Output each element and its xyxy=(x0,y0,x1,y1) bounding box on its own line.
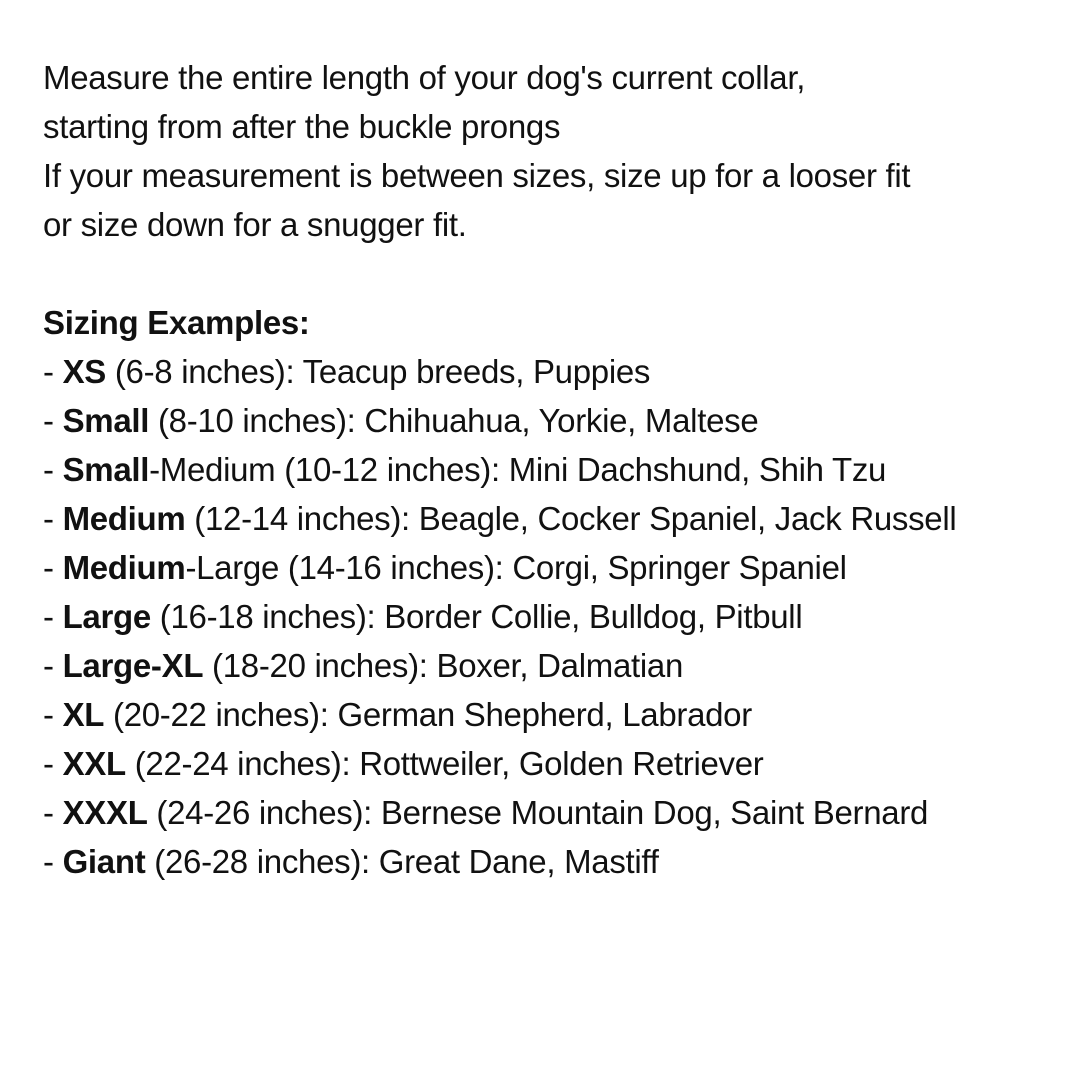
size-item xyxy=(43,445,1073,494)
size-item xyxy=(43,396,1073,445)
size-name: Medium xyxy=(62,500,186,537)
size-details: (18-20 inches): Boxer, Dalmatian xyxy=(203,647,684,684)
size-details: (26-28 inches): Great Dane, Mastiff xyxy=(145,843,659,880)
intro-line: Measure the entire length of your dog's current collar, xyxy=(43,59,806,96)
size-item xyxy=(43,690,1073,739)
sizing-heading: Sizing Examples: xyxy=(43,304,310,341)
size-name: Small xyxy=(62,451,150,488)
bullet: - xyxy=(43,794,63,831)
size-name: Large-XL xyxy=(62,647,204,684)
size-name: XS xyxy=(62,353,106,390)
size-details: (24-26 inches): Bernese Mountain Dog, Saint Bernard xyxy=(147,794,929,831)
size-name: XL xyxy=(62,696,105,733)
intro-text xyxy=(43,53,1073,249)
size-details: (20-22 inches): German Shepherd, Labrador xyxy=(104,696,752,733)
size-details: (16-18 inches): Border Collie, Bulldog, Pitbull xyxy=(150,598,803,635)
bullet: - xyxy=(43,549,63,586)
spacer xyxy=(43,249,1073,298)
bullet: - xyxy=(43,745,63,782)
size-item xyxy=(43,592,1073,641)
intro-line: or size down for a snugger fit. xyxy=(43,206,467,243)
size-name: Small xyxy=(62,402,150,439)
size-item xyxy=(43,543,1073,592)
bullet: - xyxy=(43,402,63,439)
intro-line: If your measurement is between sizes, size up for a looser fit xyxy=(43,157,911,194)
size-name: XXL xyxy=(62,745,126,782)
size-name: Large xyxy=(62,598,151,635)
bullet: - xyxy=(43,500,63,537)
size-name: XXXL xyxy=(62,794,148,831)
size-item xyxy=(43,347,1073,396)
size-details: (8-10 inches): Chihuahua, Yorkie, Maltese xyxy=(149,402,759,439)
bullet: - xyxy=(43,353,63,390)
size-details: -Medium (10-12 inches): Mini Dachshund, Shih Tzu xyxy=(149,451,887,488)
size-item xyxy=(43,641,1073,690)
size-details: (12-14 inches): Beagle, Cocker Spaniel, Jack Russell xyxy=(185,500,957,537)
bullet: - xyxy=(43,696,63,733)
size-details: (6-8 inches): Teacup breeds, Puppies xyxy=(105,353,651,390)
bullet: - xyxy=(43,843,63,880)
sizing-list xyxy=(43,347,1073,886)
sizing-guide xyxy=(43,53,1073,886)
size-item xyxy=(43,494,1073,543)
size-item xyxy=(43,788,1073,837)
intro-line: starting from after the buckle prongs xyxy=(43,108,561,145)
size-name: Giant xyxy=(62,843,146,880)
size-item xyxy=(43,837,1073,886)
size-name: Medium xyxy=(62,549,186,586)
size-details: -Large (14-16 inches): Corgi, Springer Spaniel xyxy=(185,549,847,586)
bullet: - xyxy=(43,598,63,635)
size-details: (22-24 inches): Rottweiler, Golden Retriever xyxy=(125,745,764,782)
size-item xyxy=(43,739,1073,788)
bullet: - xyxy=(43,647,63,684)
bullet: - xyxy=(43,451,63,488)
